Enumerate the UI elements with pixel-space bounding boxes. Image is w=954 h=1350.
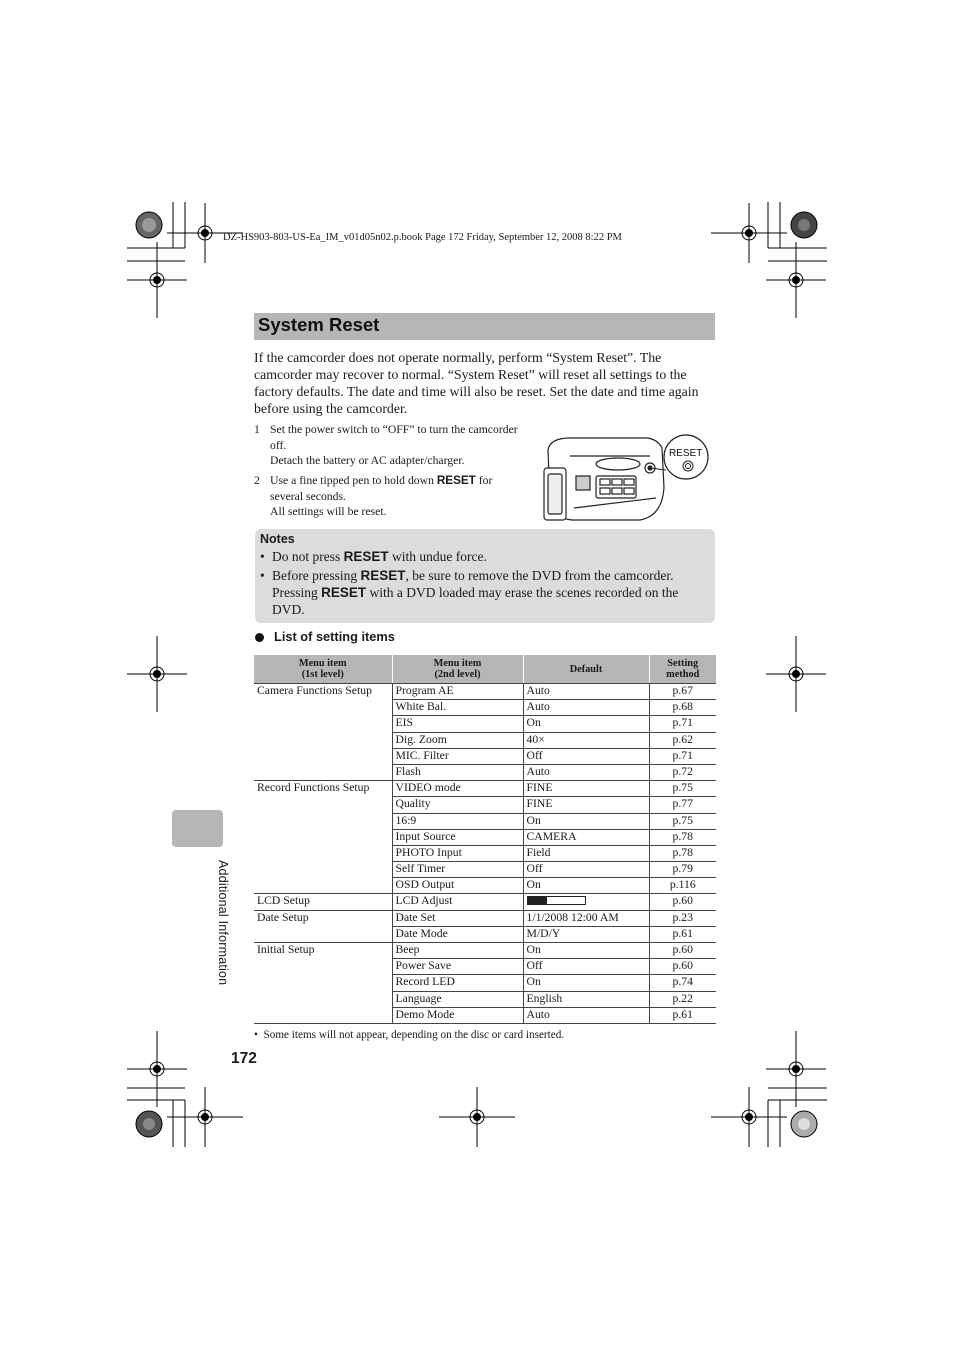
cell-menu-item-2nd: Dig. Zoom	[392, 732, 523, 748]
cell-setting-method: p.74	[649, 975, 716, 991]
cell-default	[523, 894, 649, 910]
cell-setting-method: p.75	[649, 781, 716, 797]
step-subtext: All settings will be reset.	[270, 505, 387, 518]
cell-menu-item-1st	[254, 813, 392, 829]
cell-setting-method: p.67	[649, 684, 716, 700]
settings-table	[254, 655, 716, 1024]
cell-menu-item-1st: Camera Functions Setup	[254, 684, 392, 700]
intro-paragraph: If the camcorder does not operate normally, perform “System Reset”. The camcorder may recover to normal. “System Reset” will reset all settings to the factory defaults. The date and time will also be reset. Set the date and time again before using the camcorder.	[254, 350, 699, 416]
cell-menu-item-2nd: MIC. Filter	[392, 748, 523, 764]
table-row	[254, 959, 716, 975]
cell-menu-item-2nd: LCD Adjust	[392, 894, 523, 910]
section-title-bar	[254, 313, 715, 340]
cell-menu-item-1st	[254, 878, 392, 894]
cell-menu-item-2nd: Date Mode	[392, 926, 523, 942]
cell-menu-item-1st	[254, 716, 392, 732]
cell-menu-item-2nd: Date Set	[392, 910, 523, 926]
table-row	[254, 748, 716, 764]
table-row	[254, 862, 716, 878]
cell-menu-item-2nd: Input Source	[392, 829, 523, 845]
cell-menu-item-1st: LCD Setup	[254, 894, 392, 910]
cell-default: Off	[523, 959, 649, 975]
cell-menu-item-2nd: OSD Output	[392, 878, 523, 894]
table-row	[254, 813, 716, 829]
cell-menu-item-2nd: PHOTO Input	[392, 845, 523, 861]
cell-menu-item-1st	[254, 764, 392, 780]
cell-menu-item-2nd: 16:9	[392, 813, 523, 829]
cell-menu-item-1st	[254, 732, 392, 748]
cell-menu-item-1st	[254, 975, 392, 991]
cell-setting-method: p.71	[649, 748, 716, 764]
cell-setting-method: p.23	[649, 910, 716, 926]
cell-setting-method: p.22	[649, 991, 716, 1007]
cell-setting-method: p.60	[649, 943, 716, 959]
step-number: 2	[254, 474, 260, 487]
table-row	[254, 684, 716, 700]
reset-keyword: RESET	[343, 549, 389, 564]
list-heading: List of setting items	[274, 629, 395, 644]
table-row	[254, 829, 716, 845]
cell-default: CAMERA	[523, 829, 649, 845]
cell-menu-item-1st	[254, 700, 392, 716]
table-row	[254, 975, 716, 991]
bullet-icon	[255, 633, 264, 642]
step-2	[254, 473, 524, 520]
cell-menu-item-2nd: Flash	[392, 764, 523, 780]
cell-menu-item-2nd: VIDEO mode	[392, 781, 523, 797]
section-title: System Reset	[258, 314, 380, 335]
chapter-label: Additional Information	[216, 860, 230, 986]
cell-menu-item-1st	[254, 926, 392, 942]
cell-default: On	[523, 878, 649, 894]
cell-setting-method: p.61	[649, 1007, 716, 1023]
reset-callout-label: RESET	[669, 448, 703, 459]
table-row	[254, 910, 716, 926]
step-number: 1	[254, 423, 260, 436]
cell-menu-item-2nd: Language	[392, 991, 523, 1007]
cell-menu-item-1st	[254, 748, 392, 764]
table-row	[254, 926, 716, 942]
cell-setting-method: p.78	[649, 829, 716, 845]
cell-setting-method: p.75	[649, 813, 716, 829]
header-menu-item-2nd: Menu item (2nd level)	[392, 655, 523, 684]
header-setting-method: Setting method	[649, 655, 716, 684]
cell-default: Auto	[523, 764, 649, 780]
cell-setting-method: p.68	[649, 700, 716, 716]
cell-menu-item-1st: Record Functions Setup	[254, 781, 392, 797]
cell-menu-item-2nd: Demo Mode	[392, 1007, 523, 1023]
cell-setting-method: p.71	[649, 716, 716, 732]
table-row	[254, 797, 716, 813]
cell-setting-method: p.62	[649, 732, 716, 748]
cell-default: On	[523, 813, 649, 829]
step-text: Set the power switch to “OFF” to turn the camcorder off.	[270, 423, 518, 452]
note-item: • Before pressing RESET, be sure to remove the DVD from the camcorder. Pressing RESET with a DVD loaded may erase the scenes recorded on the DVD.	[260, 568, 679, 617]
cell-setting-method: p.116	[649, 878, 716, 894]
cell-setting-method: p.60	[649, 894, 716, 910]
table-row	[254, 764, 716, 780]
cell-default: Auto	[523, 1007, 649, 1023]
cell-default: On	[523, 975, 649, 991]
lcd-level-bar	[527, 896, 586, 905]
cell-setting-method: p.79	[649, 862, 716, 878]
cell-default: Off	[523, 748, 649, 764]
cell-menu-item-2nd: Power Save	[392, 959, 523, 975]
header-default: Default	[523, 655, 649, 684]
cell-default: Field	[523, 845, 649, 861]
header-menu-item-1st: Menu item (1st level)	[254, 655, 392, 684]
table-row	[254, 878, 716, 894]
table-row	[254, 991, 716, 1007]
chapter-tab	[172, 810, 223, 847]
cell-menu-item-1st	[254, 1007, 392, 1023]
cell-setting-method: p.77	[649, 797, 716, 813]
table-row	[254, 943, 716, 959]
notes-title: Notes	[260, 532, 295, 546]
reset-keyword: RESET	[436, 474, 476, 487]
table-row	[254, 894, 716, 910]
cell-menu-item-2nd: EIS	[392, 716, 523, 732]
reset-keyword: RESET	[321, 585, 367, 600]
cell-menu-item-1st	[254, 797, 392, 813]
footnote: • Some items will not appear, depending on the disc or card inserted.	[254, 1029, 565, 1041]
cell-setting-method: p.78	[649, 845, 716, 861]
cell-menu-item-2nd: Quality	[392, 797, 523, 813]
cell-default: On	[523, 716, 649, 732]
cell-menu-item-2nd: White Bal.	[392, 700, 523, 716]
cell-menu-item-2nd: Self Timer	[392, 862, 523, 878]
step-1	[254, 422, 524, 469]
cell-menu-item-1st: Initial Setup	[254, 943, 392, 959]
table-row	[254, 700, 716, 716]
cell-default: FINE	[523, 781, 649, 797]
cell-default: Auto	[523, 700, 649, 716]
book-header-info: DZ-HS903-803-US-Ea_IM_v01d05n02.p.book Page 172 Friday, September 12, 2008 8:22 PM	[223, 232, 622, 243]
cell-default: English	[523, 991, 649, 1007]
camcorder-illustration	[540, 432, 715, 527]
cell-default: 1/1/2008 12:00 AM	[523, 910, 649, 926]
cell-menu-item-2nd: Beep	[392, 943, 523, 959]
cell-menu-item-1st	[254, 845, 392, 861]
note-item: • Do not press RESET with undue force.	[260, 549, 487, 564]
step-text: Use a fine tipped pen to hold down RESET for several seconds.	[270, 474, 493, 503]
table-row	[254, 732, 716, 748]
cell-default: M/D/Y	[523, 926, 649, 942]
step-subtext: Detach the battery or AC adapter/charger.	[270, 454, 465, 467]
cell-default: 40×	[523, 732, 649, 748]
table-row	[254, 1007, 716, 1023]
cell-default: On	[523, 943, 649, 959]
table-header-row	[254, 655, 716, 684]
cell-menu-item-2nd: Record LED	[392, 975, 523, 991]
cell-setting-method: p.60	[649, 959, 716, 975]
cell-setting-method: p.72	[649, 764, 716, 780]
cell-menu-item-1st	[254, 829, 392, 845]
cell-menu-item-1st	[254, 959, 392, 975]
page-number: 172	[231, 1050, 257, 1067]
cell-default: Auto	[523, 684, 649, 700]
reset-keyword: RESET	[360, 568, 406, 583]
table-row	[254, 716, 716, 732]
cell-menu-item-1st: Date Setup	[254, 910, 392, 926]
table-row	[254, 845, 716, 861]
cell-default: FINE	[523, 797, 649, 813]
cell-menu-item-2nd: Program AE	[392, 684, 523, 700]
cell-menu-item-1st	[254, 862, 392, 878]
cell-menu-item-1st	[254, 991, 392, 1007]
cell-setting-method: p.61	[649, 926, 716, 942]
cell-default: Off	[523, 862, 649, 878]
table-row	[254, 781, 716, 797]
